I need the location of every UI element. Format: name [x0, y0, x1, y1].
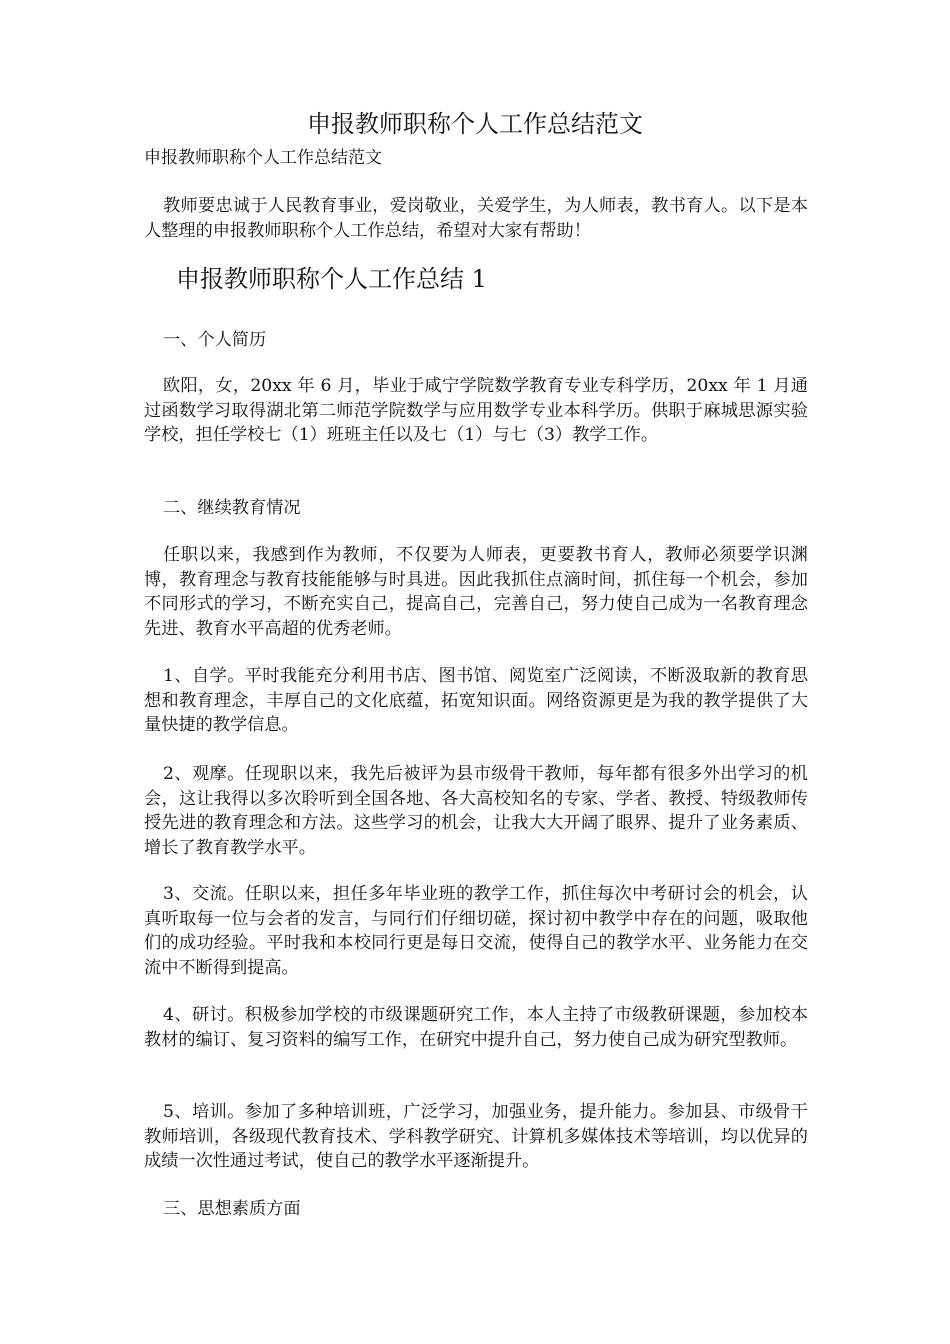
paragraph-personal-resume: 欧阳，女，20xx 年 6 月，毕业于咸宁学院数学教育专业专科学历，20xx 年 1 月通过函数学习取得湖北第二师范学院数学与应用数学专业本科学历。供职于麻城思源实验学校，担任学校七（1）班班主任以及七（1）与七（3）教学工作。 — [144, 376, 808, 445]
intro-paragraph: 教师要忠诚于人民教育事业，爱岗敬业，关爱学生，为人师表，教书育人。以下是本人整理的申报教师职称个人工作总结，希望对大家有帮助！ — [144, 196, 808, 241]
heading-personal-resume: 一、个人简历 — [163, 330, 267, 350]
item-research: 4、研讨。积极参加学校的市级课题研究工作，本人主持了市级教研课题，参加校本教材的编订、复习资料的编写工作，在研究中提升自己，努力使自己成为研究型教师。 — [144, 1005, 808, 1050]
item-exchange: 3、交流。任职以来，担任多年毕业班的教学工作，抓住每次中考研讨会的机会，认真听取每一位与会者的发言，与同行们仔细切磋，探讨初中教学中存在的问题，吸取他们的成功经验。平时我和本校同行更是每日交流，使得自己的教学水平、业务能力在交流中不断得到提高。 — [144, 884, 808, 978]
item-training: 5、培训。参加了多种培训班，广泛学习，加强业务，提升能力。参加县、市级骨干教师培训，各级现代教育技术、学科教学研究、计算机多媒体技术等培训，均以优异的成绩一次性通过考试，使自己的教学水平逐渐提升。 — [144, 1102, 808, 1171]
item-self-study: 1、自学。平时我能充分利用书店、图书馆、阅览室广泛阅读，不断汲取新的教育思想和教育理念，丰厚自己的文化底蕴，拓宽知识面。网络资源更是为我的教学提供了大量快捷的教学信息。 — [144, 666, 808, 735]
heading-ideological-quality: 三、思想素质方面 — [163, 1199, 301, 1219]
document-title: 申报教师职称个人工作总结范文 — [307, 110, 643, 138]
document-subtitle: 申报教师职称个人工作总结范文 — [144, 148, 382, 168]
section-title: 申报教师职称个人工作总结 1 — [176, 265, 487, 293]
item-observation: 2、观摩。任现职以来，我先后被评为县市级骨干教师，每年都有很多外出学习的机会，这让我得以多次聆听到全国各地、各大高校知名的专家、学者、教授、特级教师传授先进的教育理念和方法。这些学习的机会，让我大大开阔了眼界、提升了业务素质、增长了教育教学水平。 — [144, 764, 808, 858]
heading-continuing-education: 二、继续教育情况 — [163, 498, 301, 518]
paragraph-continuing-education: 任职以来，我感到作为教师，不仅要为人师表，更要教书育人，教师必须要学识渊博，教育理念与教育技能能够与时具进。因此我抓住点滴时间，抓住每一个机会，参加不同形式的学习，不断充实自己，提高自己，完善自己，努力使自己成为一名教育理念先进、教育水平高超的优秀老师。 — [144, 545, 808, 639]
